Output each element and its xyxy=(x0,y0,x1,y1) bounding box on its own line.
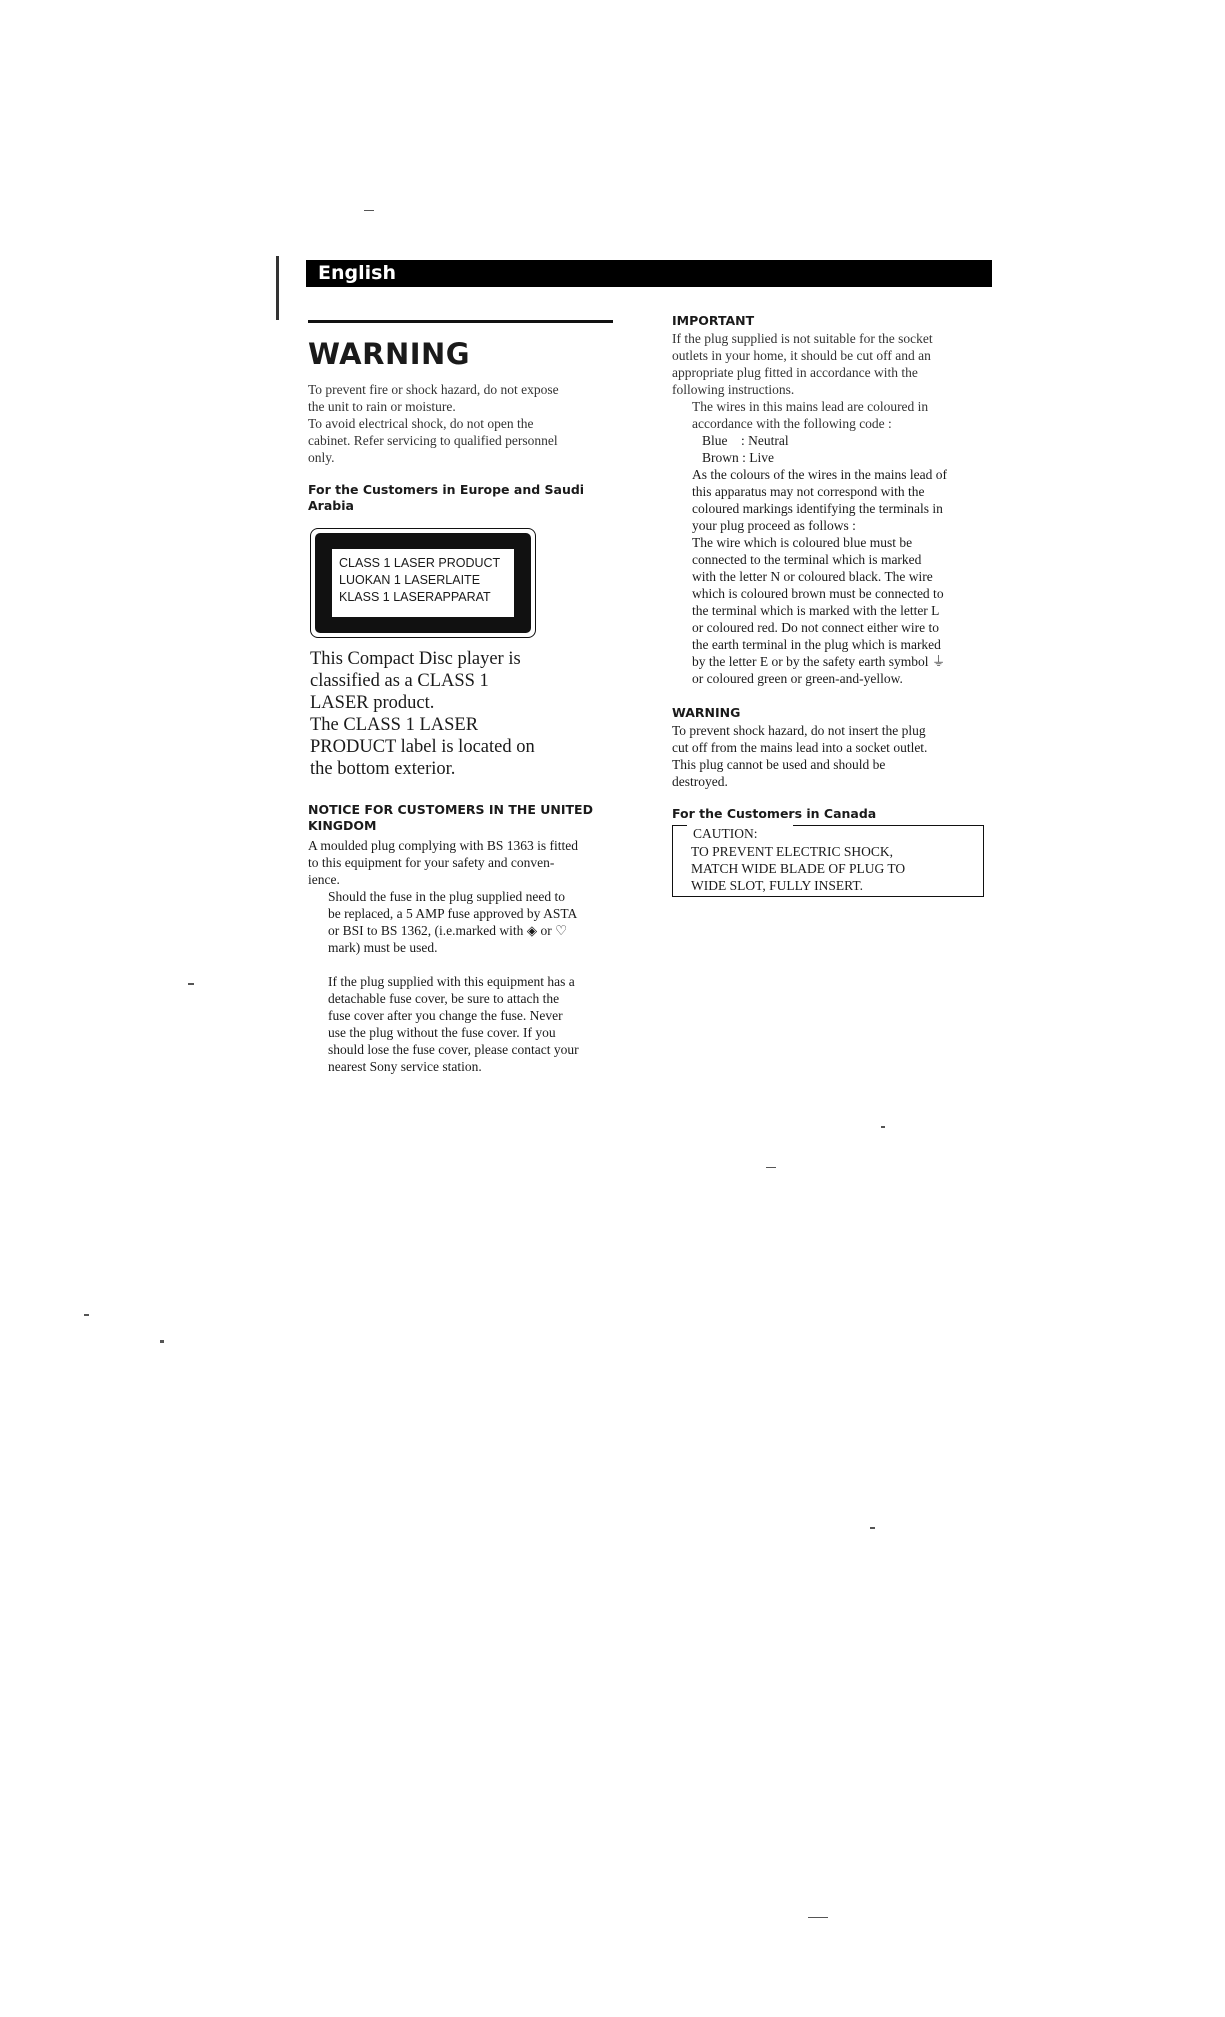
scan-speck xyxy=(881,1126,885,1128)
language-bar xyxy=(306,260,992,287)
text-line: This plug cannot be used and should be xyxy=(672,757,886,772)
text-line: mark) must be used. xyxy=(328,940,438,955)
scan-speck xyxy=(160,1340,164,1343)
text-line: Should the fuse in the plug supplied need to xyxy=(328,889,565,904)
text-line: appropriate plug fitted in accordance with the xyxy=(672,365,918,380)
uk-heading-line: KINGDOM xyxy=(308,818,377,833)
laser-label-text xyxy=(332,549,514,617)
text-line: This Compact Disc player is xyxy=(310,649,521,669)
text-line: To prevent shock hazard, do not insert the plug xyxy=(672,723,926,738)
text-line: or coloured red. Do not connect either wire to xyxy=(692,620,940,635)
important-heading: IMPORTANT xyxy=(672,313,755,328)
text-line: or coloured green or green-and-yellow. xyxy=(692,671,903,686)
wire-code-list xyxy=(672,432,984,466)
scan-speck xyxy=(364,210,374,211)
text-line: the earth terminal in the plug which is marked xyxy=(692,637,941,652)
text-line: To avoid electrical shock, do not open the xyxy=(308,416,534,431)
text-line: the unit to rain or moisture. xyxy=(308,399,456,414)
text-line: following instructions. xyxy=(672,382,795,397)
text-line: or BSI to BS 1362, (i.e.marked with ◈ or ♡ xyxy=(328,923,568,938)
canada-heading: For the Customers in Canada xyxy=(672,806,877,821)
laser-label-frame xyxy=(315,533,531,633)
scan-speck xyxy=(766,1167,776,1168)
caution-line: MATCH WIDE BLADE OF PLUG TO xyxy=(691,861,906,876)
text-line: cut off from the mains lead into a socket outlet. xyxy=(672,740,928,755)
text-line: only. xyxy=(308,450,335,465)
text-line: to this equipment for your safety and conven- xyxy=(308,855,555,870)
text-line: PRODUCT label is located on xyxy=(310,737,535,757)
text-line: destroyed. xyxy=(672,774,728,789)
text-line: If the plug supplied with this equipment has a xyxy=(328,974,575,989)
text-line: should lose the fuse cover, please contact your xyxy=(328,1042,579,1057)
wires-paragraph xyxy=(672,398,984,432)
text-line: ience. xyxy=(308,872,340,887)
text-line: The wires in this mains lead are coloured in xyxy=(692,399,929,414)
warning-text xyxy=(308,381,613,466)
text-line: the bottom exterior. xyxy=(310,759,456,779)
text-line: connected to the terminal which is marked xyxy=(692,552,922,567)
laser-product-label xyxy=(310,528,536,638)
uk-heading-line: NOTICE FOR CUSTOMERS IN THE UNITED xyxy=(308,802,593,817)
plug-warning-paragraph xyxy=(672,722,984,790)
text-line: A moulded plug complying with BS 1363 is fitted xyxy=(308,838,578,853)
fuse-paragraph xyxy=(308,888,613,956)
scan-speck xyxy=(188,983,194,985)
text-line: cabinet. Refer servicing to qualified personnel xyxy=(308,433,558,448)
language-label: English xyxy=(318,262,396,284)
text-line: To prevent fire or shock hazard, do not expose xyxy=(308,382,559,397)
laser-label-line: KLASS 1 LASERAPPARAT xyxy=(339,590,491,604)
left-column xyxy=(308,320,613,1075)
colours-paragraph xyxy=(672,466,984,687)
text-line: fuse cover after you change the fuse. Never xyxy=(328,1008,563,1023)
wire-code-blue: Blue : Neutral xyxy=(702,433,789,448)
text-line: If the plug supplied is not suitable for the socket xyxy=(672,331,933,346)
text-line: use the plug without the fuse cover. If you xyxy=(328,1025,556,1040)
warning-heading: WARNING xyxy=(672,705,741,720)
section-rule xyxy=(308,320,613,323)
text-line: your plug proceed as follows : xyxy=(692,518,856,533)
warning-title: WARNING xyxy=(308,337,471,371)
right-column xyxy=(672,313,984,897)
class-statement xyxy=(310,648,613,780)
text-line: outlets in your home, it should be cut off and an xyxy=(672,348,931,363)
text-line: by the letter E or by the safety earth symbol ⏚ xyxy=(692,654,946,669)
caution-line: WIDE SLOT, FULLY INSERT. xyxy=(691,878,863,893)
scan-speck xyxy=(84,1314,89,1316)
text-line: the terminal which is marked with the letter L xyxy=(692,603,940,618)
text-line: The wire which is coloured blue must be xyxy=(692,535,913,550)
text-line: The CLASS 1 LASER xyxy=(310,715,479,735)
wire-code-brown: Brown : Live xyxy=(702,450,774,465)
caution-label: CAUTION: xyxy=(691,825,762,842)
caution-line: TO PREVENT ELECTRIC SHOCK, xyxy=(691,844,894,859)
text-line: be replaced, a 5 AMP fuse approved by ASTA xyxy=(328,906,578,921)
scan-speck xyxy=(870,1527,875,1529)
text-line: nearest Sony service station. xyxy=(328,1059,482,1074)
text-line: LASER product. xyxy=(310,693,435,713)
uk-paragraph xyxy=(308,837,613,888)
caution-box xyxy=(672,825,984,897)
text-line: accordance with the following code : xyxy=(692,416,892,431)
text-line: coloured markings identifying the terminals in xyxy=(692,501,943,516)
important-paragraph xyxy=(672,330,984,398)
laser-label-line: CLASS 1 LASER PRODUCT xyxy=(339,556,501,570)
text-line: which is coloured brown must be connected to xyxy=(692,586,944,601)
text-line: classified as a CLASS 1 xyxy=(310,671,489,691)
fuse-cover-paragraph xyxy=(308,973,613,1075)
text-line: this apparatus may not correspond with the xyxy=(692,484,925,499)
scan-speck xyxy=(808,1917,828,1918)
text-line: As the colours of the wires in the mains lead of xyxy=(692,467,947,482)
europe-heading: For the Customers in Europe and Saudi Arabia xyxy=(308,482,585,513)
text-line: detachable fuse cover, be sure to attach the xyxy=(328,991,560,1006)
text-line: with the letter N or coloured black. The wire xyxy=(692,569,933,584)
laser-label-line: LUOKAN 1 LASERLAITE xyxy=(339,573,481,587)
binding-mark xyxy=(276,256,279,320)
